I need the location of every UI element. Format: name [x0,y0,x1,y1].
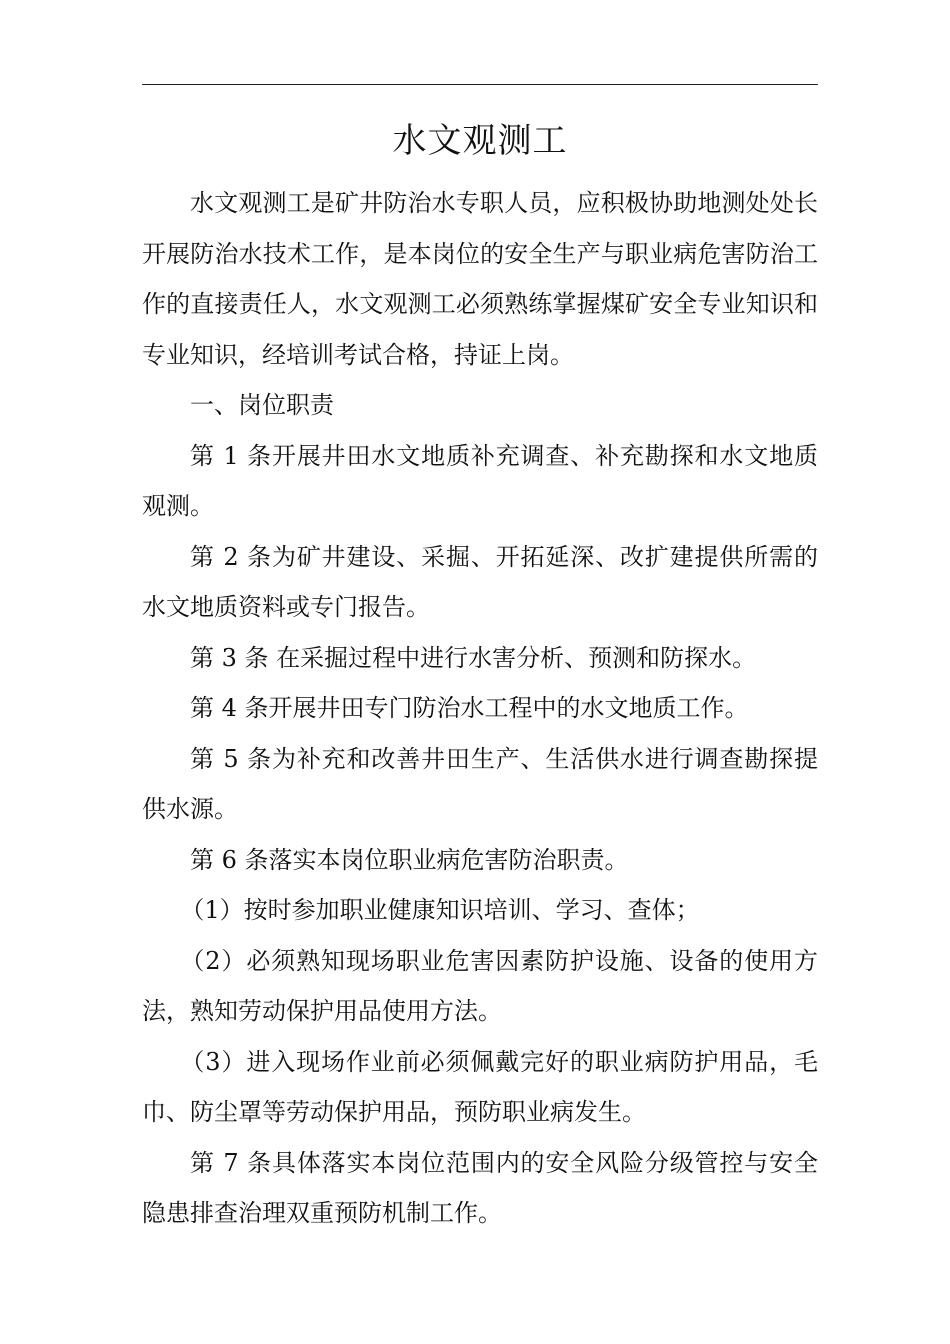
article-6-item-1: （1）按时参加职业健康知识培训、学习、查体； [180,896,700,924]
article-2: 第 2 条为矿井建设、采掘、开拓延深、改扩建提供所需的水文地质资料或专门报告。 [142,542,818,621]
document-body [142,178,818,1239]
article-6-item-2: （2）必须熟知现场职业危害因素防护设施、设备的使用方法，熟知劳动保护用品使用方法。 [142,946,818,1025]
document-title: 水文观测工 [392,121,568,161]
article-7: 第 7 条具体落实本岗位范围内的安全风险分级管控与安全隐患排查治理双重预防机制工作。 [142,1148,818,1227]
article-6-item-3: （3）进入现场作业前必须佩戴完好的职业病防护用品，毛巾、防尘罩等劳动保护用品，预防职业病发生。 [142,1047,818,1126]
article-6: 第 6 条落实本岗位职业病危害防治职责。 [190,845,629,874]
article-5: 第 5 条为补充和改善井田生产、生活供水进行调查勘探提供水源。 [142,744,818,823]
header-rule [142,84,818,85]
article-4: 第 4 条开展井田专门防治水工程中的水文地质工作。 [190,694,749,722]
article-3: 第 3 条 在采掘过程中进行水害分析、预测和防探水。 [190,643,757,672]
article-1: 第 1 条开展井田水文地质补充调查、补充勘探和水文地质观测。 [142,441,818,520]
section-heading: 一、岗位职责 [190,391,334,419]
intro-paragraph: 水文观测工是矿井防治水专职人员，应积极协助地测处处长开展防治水技术工作，是本岗位的安全生产与职业病危害防治工作的直接责任人，水文观测工必须熟练掌握煤矿安全专业知识和专业知识，经培训考试合格，持证上岗。 [142,189,818,369]
